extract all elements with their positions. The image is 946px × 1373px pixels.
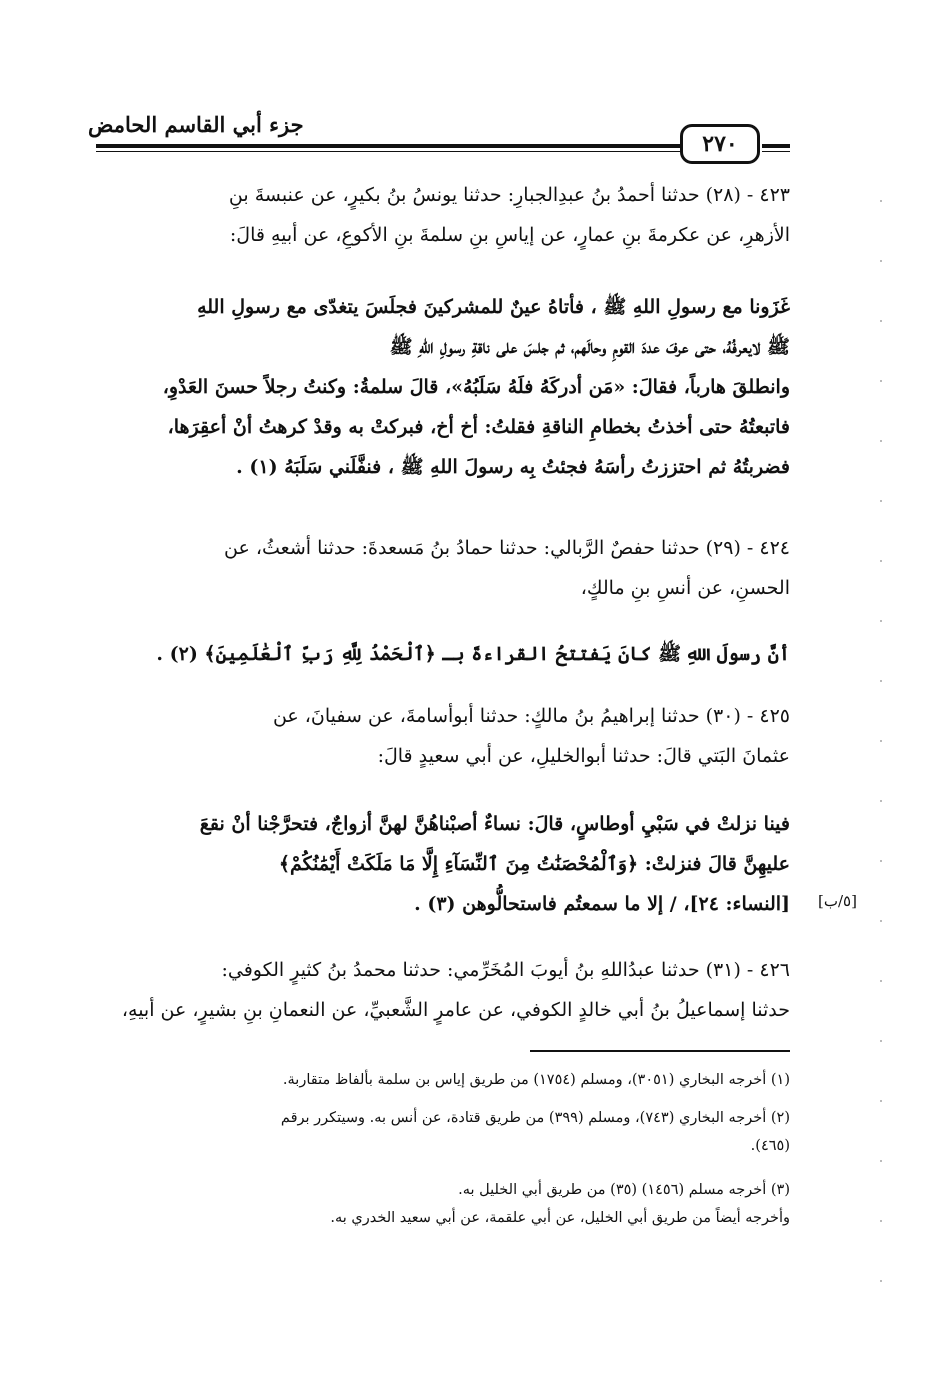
paragraph-p426 xyxy=(94,950,790,1030)
paragraph-p424 xyxy=(94,528,790,608)
manuscript-folio-note: [٥/ب] xyxy=(818,892,857,910)
header-rule-thin xyxy=(96,151,680,152)
footnote-separator xyxy=(530,1050,790,1052)
header-rule-thick xyxy=(96,144,680,148)
text-line: وانطلقَ هارباً، فقالَ: «مَن أدركَهُ فلَهُ سَلَبُهُ»، قالَ سلمةُ: وكنتُ رجلاً حسنَ العَدْوِ، xyxy=(162,376,790,398)
header-rule-thick-right xyxy=(762,144,790,148)
text-line: غَزَونا مع رسولِ اللهِ ﷺ ، فأتاهُ عينٌ للمشركينَ فجلَسَ يتغدّى مع رسولِ اللهِ xyxy=(197,296,790,318)
footnote-line: (٣) أخرجه مسلم (١٤٥٦) (٣٥) من طريق أبي الخليل به. xyxy=(458,1182,790,1198)
paragraph-p425-text xyxy=(94,804,790,924)
text-line: ٤٢٣ - (٢٨) حدثنا أحمدُ بنُ عبدِالجبارِ: حدثنا يونسُ بنُ بكيرٍ، عن عنبسةَ بنِ xyxy=(228,184,790,206)
scan-dots xyxy=(880,200,882,1320)
text-line: حدثنا إسماعيلُ بنُ أبي خالدٍ الكوفي، عن عامرٍ الشَّعبيِّ، عن النعمانِ بنِ بشيرٍ، عن أبيهِ، xyxy=(121,999,790,1021)
running-header-title: جزء أبي القاسم الحامض xyxy=(88,112,304,137)
text-line: ٤٢٥ - (٣٠) حدثنا إبراهيمُ بنُ مالكٍ: حدثنا أبوأسامةَ، عن سفيانَ، عن xyxy=(272,705,790,727)
footnote-line: (١) أخرجه البخاري (٣٠٥١)، ومسلم (١٧٥٤) من طريق إياس بن سلمة بألفاظ متقاربة. xyxy=(282,1072,790,1088)
text-line: عليهِنَّ قالَ فنزلتْ: ﴿وَٱلْمُحْصَنَٰتُ مِنَ ٱلنِّسَآءِ إِلَّا مَا مَلَكَتْ أَيْمَٰنُكُمْ﴾ xyxy=(278,853,790,875)
footnote xyxy=(110,1176,790,1232)
paragraph-p424-text xyxy=(94,634,790,674)
footnote-line: وأخرجه أيضاً من طريق أبي الخليل، عن أبي علقمة، عن أبي سعيد الخدري به. xyxy=(330,1210,790,1226)
text-line: الأزهرِ، عن عكرمةَ بنِ عمارٍ، عن إياسِ بنِ سلمةَ بنِ الأكوعِ، عن أبيهِ قالَ: xyxy=(229,224,790,246)
header-rule-thin-right xyxy=(762,151,790,152)
text-line: ٤٢٤ - (٢٩) حدثنا حفصٌ الرَّبالي: حدثنا حمادُ بنُ مَسعدةَ: حدثنا أشعثُ، عن xyxy=(224,537,790,559)
text-line: [النساء: ٢٤]، / إلا ما سمعتُم فاستحالُّوهن (٣) . xyxy=(414,893,790,915)
text-line: عثمانَ البَتي قالَ: حدثنا أبوالخليلِ، عن أبي سعيدٍ قالَ: xyxy=(377,745,790,767)
text-line: أنَّ رسولَ اللهِ ﷺ كانَ يَفتتحُ القراءةَ بـ ﴿ٱلْحَمْدُ لِلَّهِ رَبِّ ٱلْعَٰلَمِينَ﴾ (٢) . xyxy=(156,643,790,665)
text-line: فضربتُهُ ثم احتززتُ رأسَهُ فجئتُ بِه رسولَ اللهِ ﷺ ، فنفَّلَني سَلَبَهُ (١) . xyxy=(236,456,790,478)
text-line: فاتبعتُهُ حتى أخذتُ بخطامِ الناقةِ فقلتُ: أخ أخ، فبركتْ به وقدْ كرهتُ أنْ أعقِرَها، xyxy=(167,416,790,438)
text-line: ﷺ لايعرفُهُ، حتى عرفَ عددَ القومِ وحالَهم، ثم جلسَ على ناقةِ رسولِ اللهِ ﷺ xyxy=(389,336,790,358)
text-line: فينا نزلتْ في سَبْيِ أوطاسٍ، قالَ: نساءٌ أصبْناهُنَّ لهنَّ أزواجٌ، فتحرَّجْنا أنْ نقعَ xyxy=(199,813,790,835)
paragraph-p423 xyxy=(94,175,790,255)
text-line: الحسنِ، عن أنسِ بنِ مالكٍ، xyxy=(580,577,790,599)
paragraph-p423-text xyxy=(94,287,790,487)
footnote-line: (٢) أخرجه البخاري (٧٤٣)، ومسلم (٣٩٩) من طريق قتادة، عن أنس به. وسيتكرر برقم xyxy=(280,1110,790,1126)
footnote-line: (٤٦٥). xyxy=(750,1138,790,1154)
paragraph-p425 xyxy=(94,696,790,776)
page-number: ٢٧٠ xyxy=(680,124,760,164)
footnote xyxy=(110,1104,790,1160)
text-line: ٤٢٦ - (٣١) حدثنا عبدُاللهِ بنُ أيوبَ المُخَرِّمي: حدثنا محمدُ بنُ كثيرٍ الكوفي: xyxy=(221,959,790,981)
footnote xyxy=(110,1066,790,1094)
